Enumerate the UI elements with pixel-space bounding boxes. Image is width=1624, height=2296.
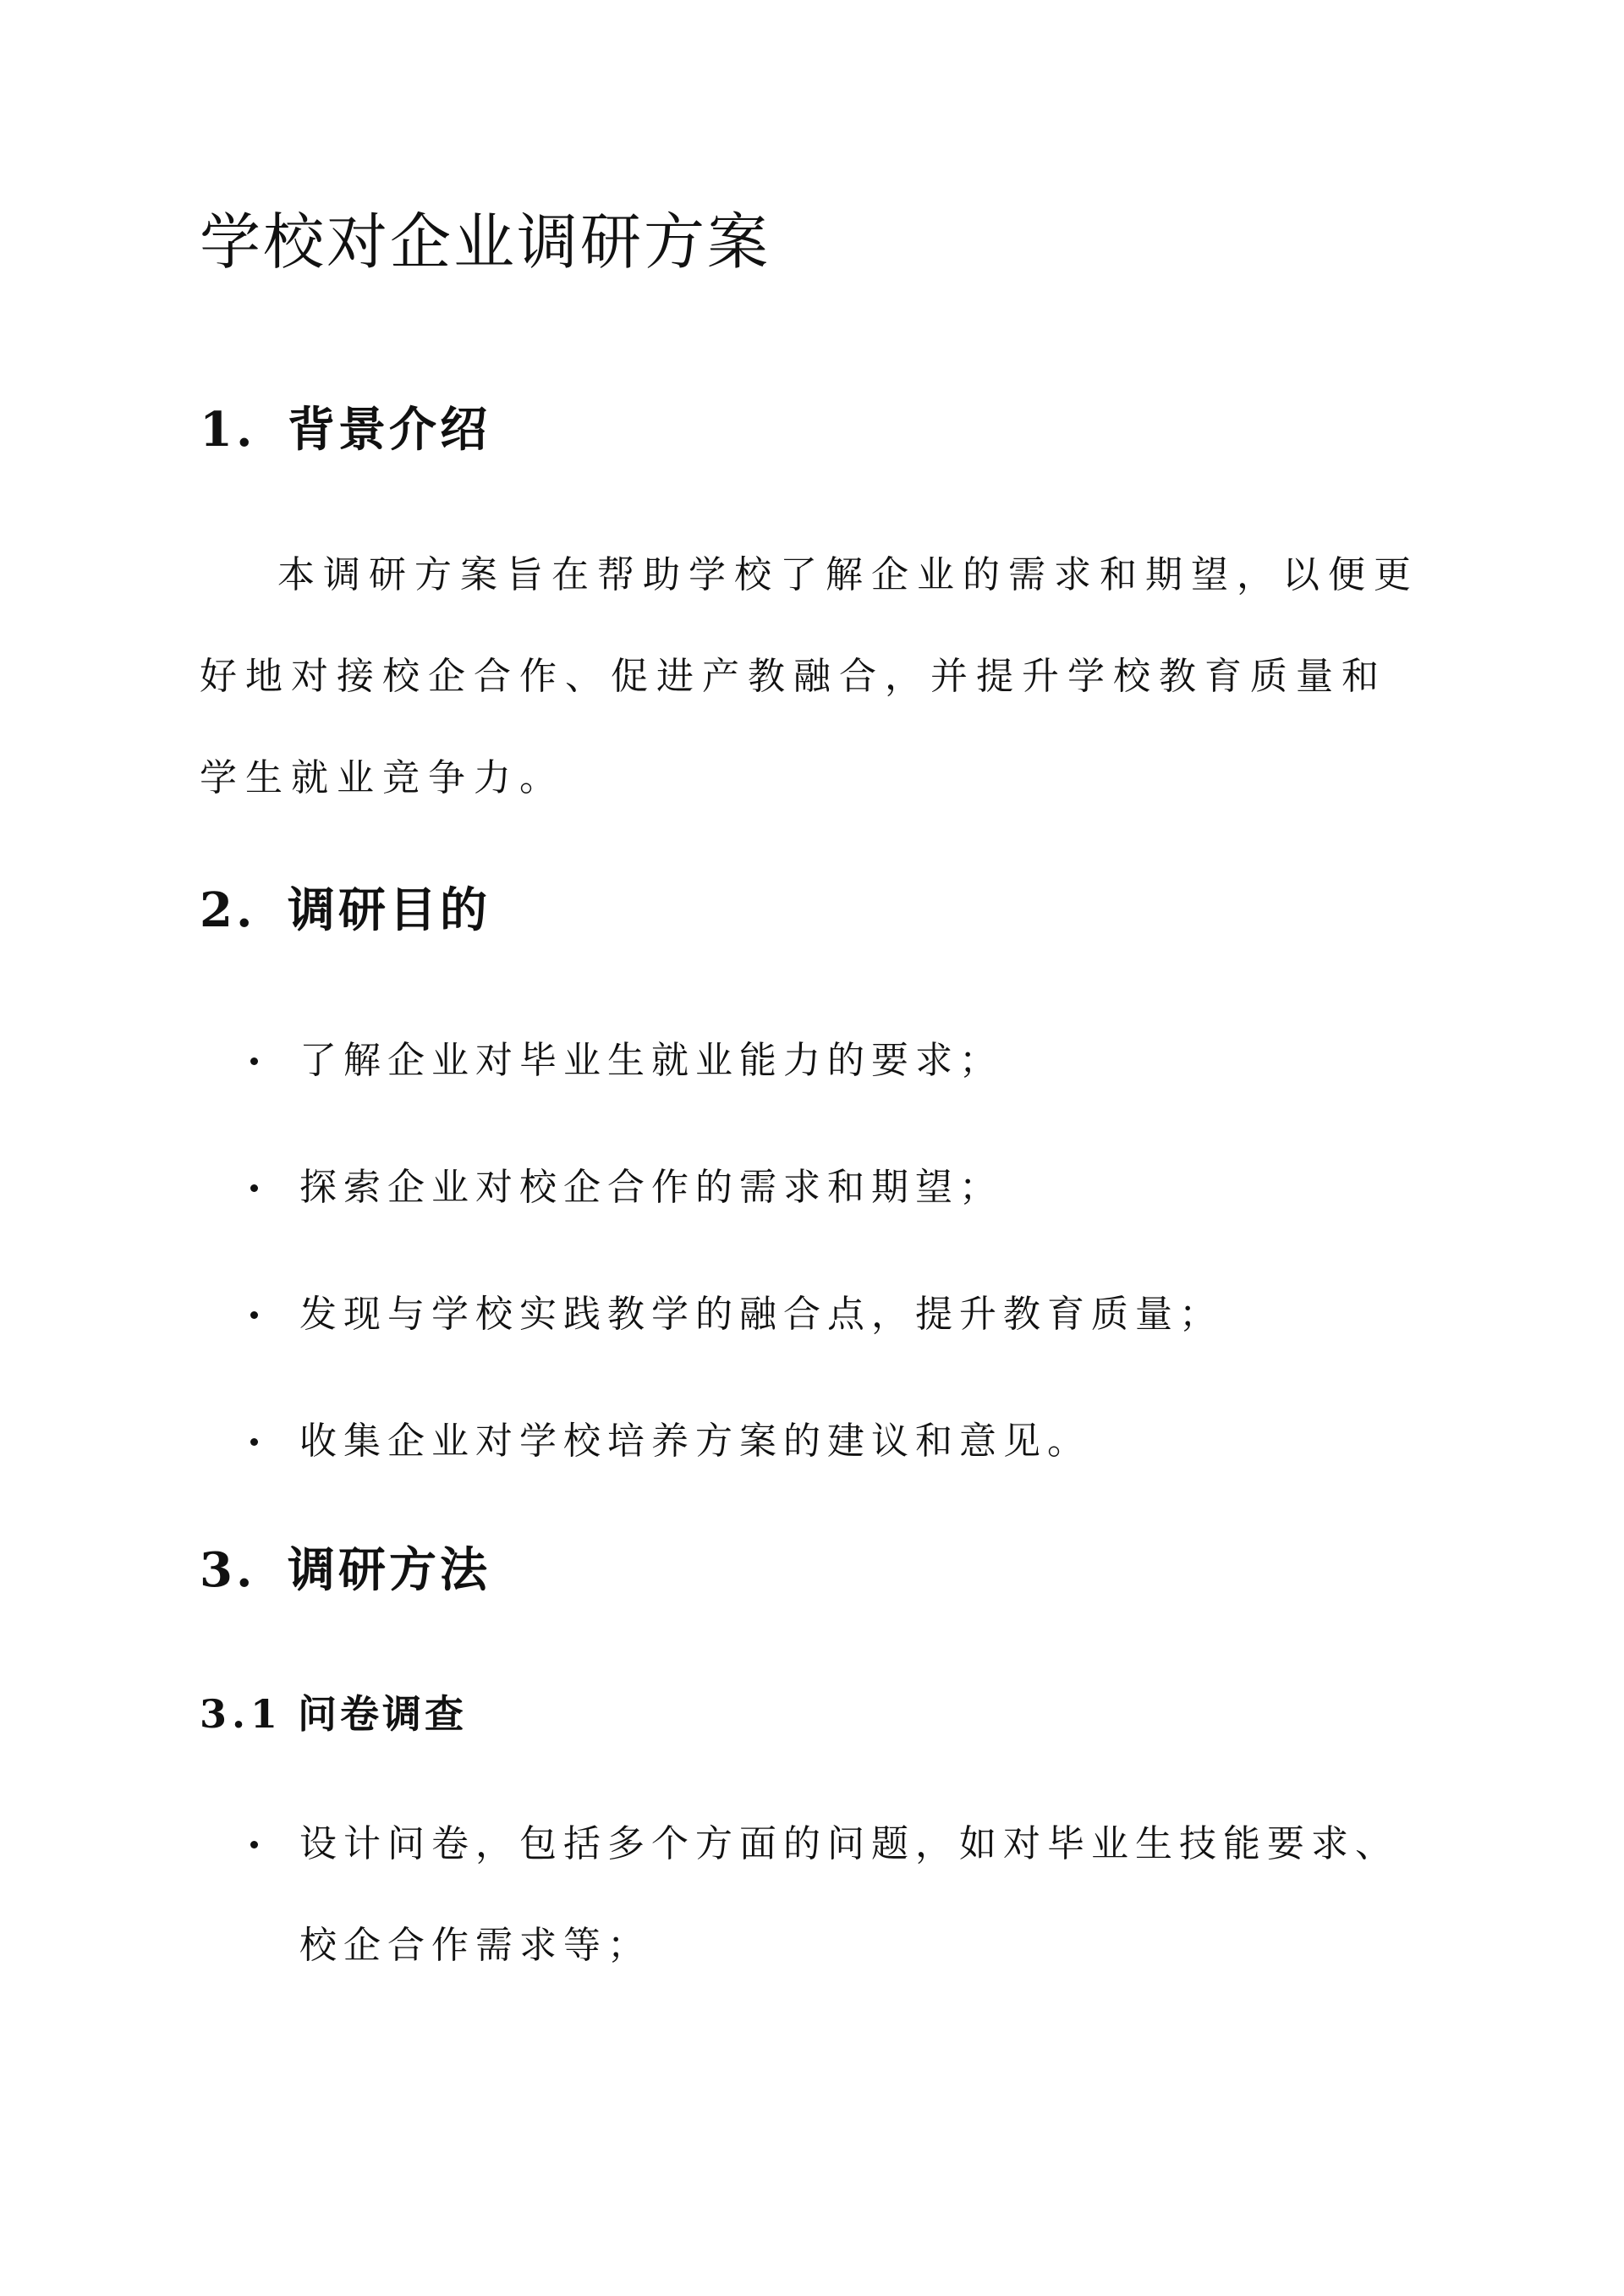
list-item <box>200 1010 1416 1112</box>
bullet-icon <box>250 1057 258 1065</box>
list-item <box>200 1793 1416 1997</box>
document-title: 学校对企业调研方案 <box>200 206 771 277</box>
subsection-heading-questionnaire <box>200 1689 467 1739</box>
section-number: 3. <box>200 1542 256 1598</box>
background-paragraph: 本调研方案旨在帮助学校了解企业的需求和期望，以便更好地对接校企合作、促进产教融合，并提升学校教育质量和学生就业竞争力。 <box>200 553 1419 799</box>
list-item-text: 了解企业对毕业生就业能力的要求； <box>299 1039 1003 1082</box>
section-title: 调研方法 <box>288 1542 491 1598</box>
bullet-icon <box>250 1438 258 1446</box>
list-item <box>200 1264 1416 1365</box>
section-heading-background <box>200 399 491 460</box>
list-item-text: 发现与学校实践教学的融合点，提升教育质量； <box>299 1293 1223 1336</box>
purpose-list <box>200 1010 1416 1492</box>
list-item-text: 收集企业对学校培养方案的建议和意见。 <box>299 1420 1091 1463</box>
subsection-title: 问卷调查 <box>298 1691 467 1737</box>
section-title: 背景介绍 <box>288 402 491 458</box>
bullet-icon <box>250 1184 258 1192</box>
section-heading-method <box>200 1540 491 1601</box>
section-number: 1. <box>200 402 256 458</box>
bullet-icon <box>250 1311 258 1319</box>
list-item <box>200 1391 1416 1492</box>
list-item-text: 设计问卷，包括多个方面的问题，如对毕业生技能要求、校企合作需求等； <box>299 1822 1399 1967</box>
section-heading-purpose <box>200 880 491 941</box>
bullet-icon <box>250 1841 258 1848</box>
section-title: 调研目的 <box>288 882 491 938</box>
list-item <box>200 1137 1416 1239</box>
subsection-number: 3.1 <box>200 1691 283 1737</box>
list-item-text: 探索企业对校企合作的需求和期望； <box>299 1166 1003 1209</box>
questionnaire-list <box>200 1793 1416 1997</box>
section-number: 2. <box>200 882 256 938</box>
